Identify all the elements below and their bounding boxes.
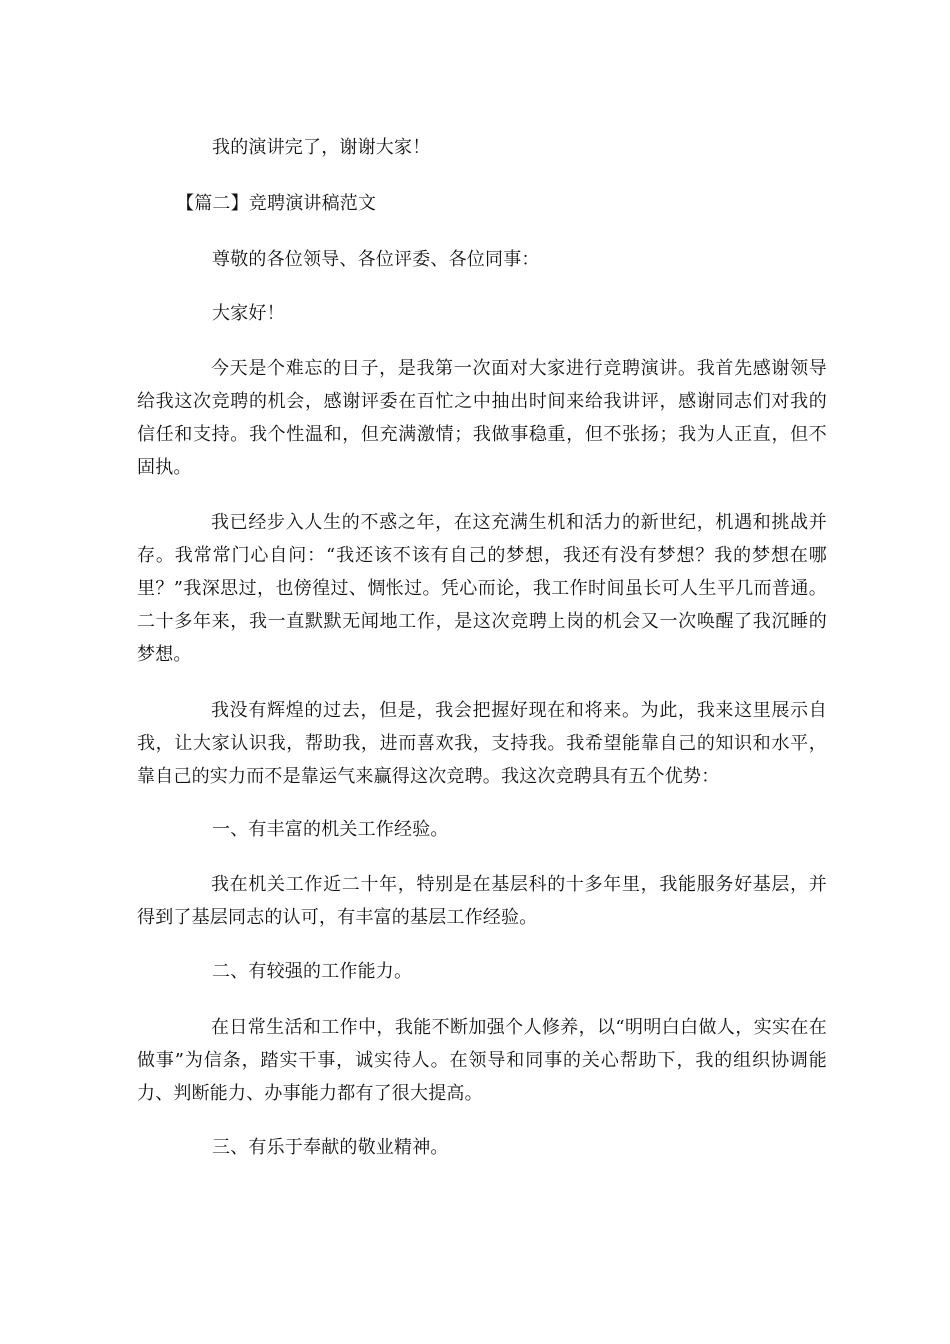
greeting: 大家好！ xyxy=(212,303,285,324)
paragraph-advantages: 我没有辉煌的过去，但是，我会把握好现在和将来。为此，我来这里展示自我，让大家认识我，帮助我，进而喜欢我，支持我。我希望能靠自己的知识和水平，靠自己的实力而不是靠运气来赢得这次竞聘。我这次竞聘具有五个优势： xyxy=(137,700,827,787)
point-heading-3: 三、有乐于奉献的敬业精神。 xyxy=(212,1137,449,1158)
salutation: 尊敬的各位领导、各位评委、各位同事： xyxy=(212,249,540,270)
point-heading-1: 一、有丰富的机关工作经验。 xyxy=(212,819,449,840)
closing-line: 我的演讲完了，谢谢大家！ xyxy=(212,137,431,158)
point-text-2: 在日常生活和工作中，我能不断加强个人修养，以“明明白白做人，实实在在做事”为信条，踏实干事，诚实待人。在领导和同事的关心帮助下，我的组织协调能力、判断能力、办事能力都有了很大提高。 xyxy=(137,1017,827,1104)
section-heading: 【篇二】竞聘演讲稿范文 xyxy=(176,193,377,214)
point-text-1: 我在机关工作近二十年，特别是在基层科的十多年里，我能服务好基层，并得到了基层同志的认可，有丰富的基层工作经验。 xyxy=(137,874,827,928)
point-heading-2: 二、有较强的工作能力。 xyxy=(212,961,413,982)
paragraph-intro: 今天是个难忘的日子，是我第一次面对大家进行竞聘演讲。我首先感谢领导给我这次竞聘的机会，感谢评委在百忙之中抽出时间来给我讲评，感谢同志们对我的信任和支持。我个性温和，但充满激情；我做事稳重，但不张扬；我为人正直，但不固执。 xyxy=(137,358,827,478)
paragraph-dream: 我已经步入人生的不惑之年，在这充满生机和活力的新世纪，机遇和挑战并存。我常常门心自问：“我还该不该有自己的梦想，我还有没有梦想？我的梦想在哪里？”我深思过，也傍徨过、惆怅过。凭心而论，我工作时间虽长可人生平几而普通。二十多年来，我一直默默无闻地工作，是这次竞聘上岗的机会又一次唤醒了我沉睡的梦想。 xyxy=(137,512,827,665)
